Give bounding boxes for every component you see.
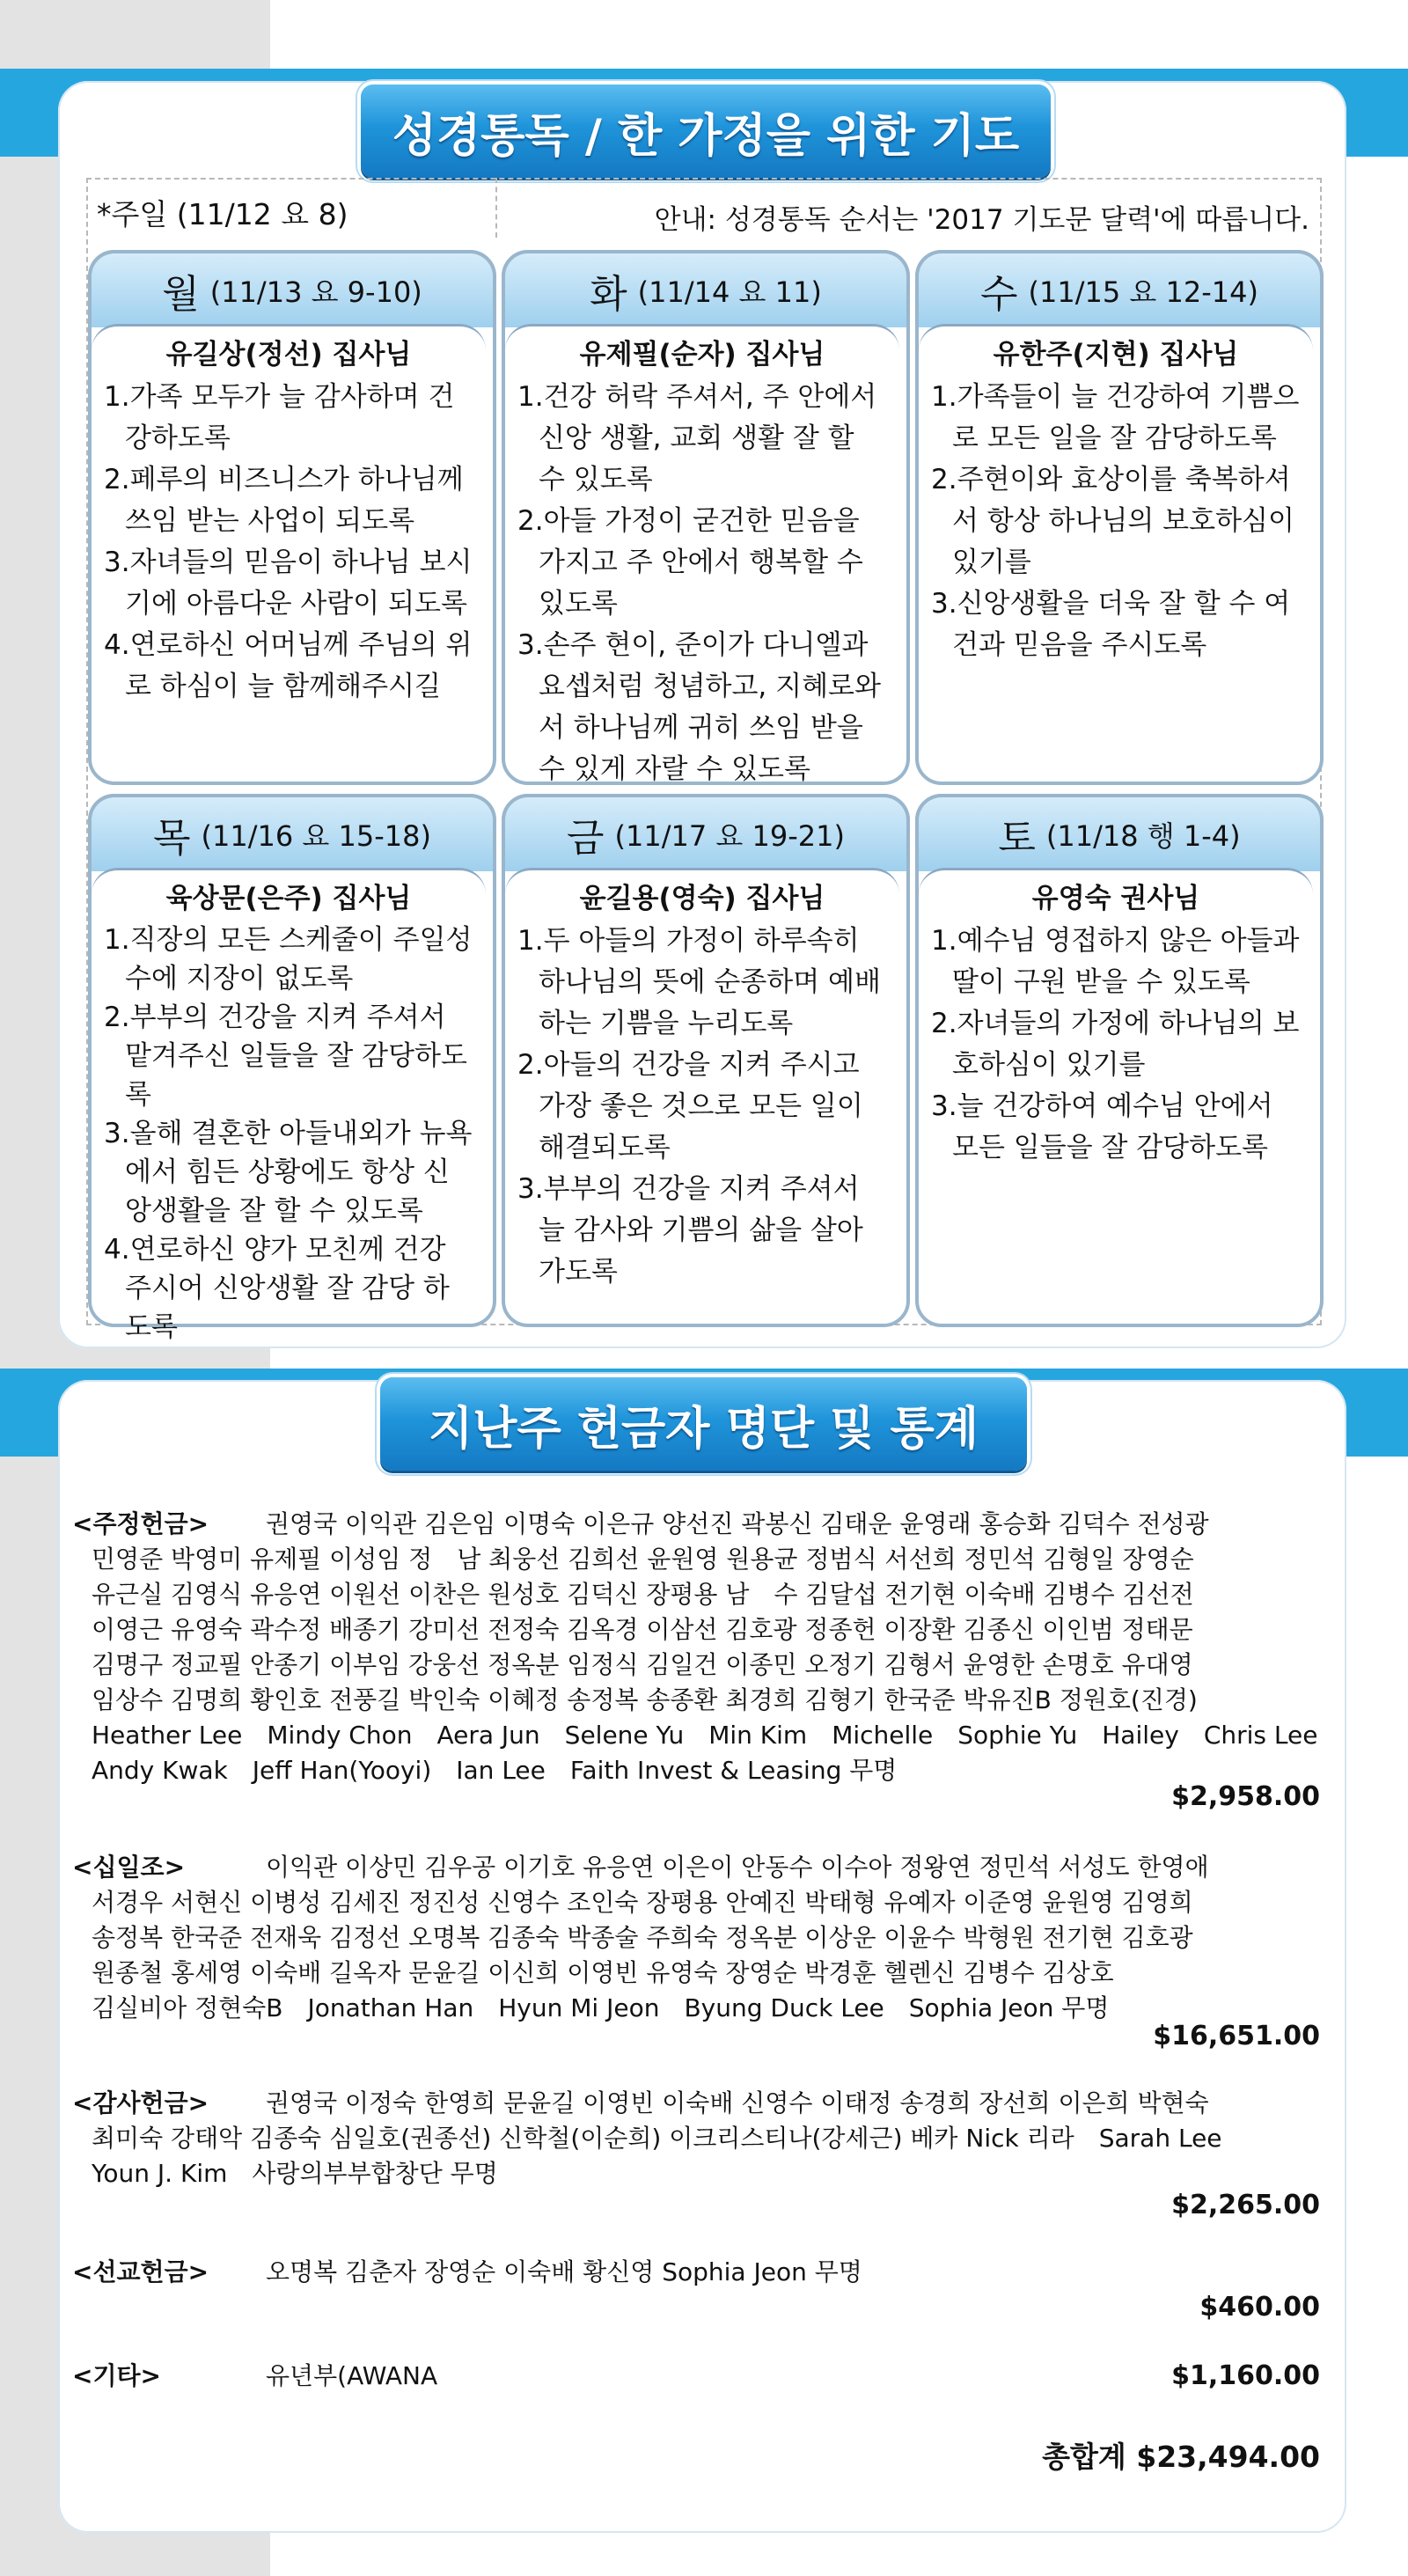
day-reference: (11/14 요 11) <box>637 275 822 309</box>
offering-group-weekly <box>72 1507 1331 1788</box>
donor-line: 최미숙 강태악 김종숙 심일호(권종선) 신학철(이순희) 이크리스티나(강세근) 베카 Nick 리라 Sarah Lee <box>92 2124 1222 2153</box>
donor-line: Andy Kwak Jeff Han(Yooyi) Ian Lee Faith Invest & Leasing 무명 <box>92 1756 898 1785</box>
group-label: <감사헌금> <box>72 2088 209 2117</box>
prayer-list <box>104 921 475 1347</box>
prayer-item: 2.부부의 건강을 지켜 주셔서 맡겨주신 일들을 잘 감당하도록 <box>104 1002 467 1111</box>
donor-line: 김실비아 정현숙B Jonathan Han Hyun Mi Jeon Byung Duck Lee Sophia Jeon 무명 <box>92 1993 1110 2022</box>
prayer-list <box>517 377 889 790</box>
day-tab <box>915 794 1324 871</box>
donor-line: 임상수 김명희 황인호 전풍길 박인숙 이혜정 송정복 송종환 최경희 김형기 한국준 박유진B 정원호(진경) <box>92 1685 1198 1714</box>
donor-line: 오명복 김춘자 장영순 이숙배 황신영 Sophia Jeon 무명 <box>266 2257 862 2286</box>
group-label: <선교헌금> <box>72 2257 209 2286</box>
prayer-list <box>931 377 1302 666</box>
donor-line: 김명구 정교필 안종기 이부임 강웅선 정옥분 임정식 김일건 이종민 오정기 김형서 윤영한 손명호 유대영 <box>92 1650 1193 1679</box>
prayer-content <box>505 324 899 785</box>
day-reference: (11/13 요 9-10) <box>209 275 422 309</box>
day-reference: (11/18 행 1-4) <box>1045 819 1241 853</box>
day-reference: (11/15 요 12-14) <box>1028 275 1258 309</box>
prayer-content <box>92 868 486 1343</box>
prayer-banner-title: 성경통독 / 한 가정을 위한 기도 <box>361 84 1051 178</box>
prayer-item: 1.가족들이 늘 건강하여 기쁨으로 모든 일을 잘 감당하도록 <box>931 381 1300 454</box>
day-card-wed <box>915 250 1324 785</box>
day-card-thu <box>88 794 496 1343</box>
prayer-item: 3.자녀들의 믿음이 하나님 보시기에 아름다운 사람이 되도록 <box>104 547 473 620</box>
prayer-item: 1.예수님 영접하지 않은 아들과 딸이 구원 받을 수 있도록 <box>931 925 1300 998</box>
donor-line: 이익관 이상민 김우공 이기호 유응연 이은이 안동수 이수아 정왕연 정민석 서성도 한영애 <box>266 1853 1209 1882</box>
donor-line: 송정복 한국준 전재욱 김정선 오명복 김종숙 박종술 주희숙 정옥분 이상운 이윤수 박형원 전기현 김호광 <box>92 1923 1193 1952</box>
prayer-item: 3.올해 결혼한 아들내외가 뉴욕에서 힘든 상황에도 항상 신앙생활을 잘 할 수 있도록 <box>104 1118 473 1227</box>
prayer-person: 유제필(순자) 집사님 <box>579 339 825 371</box>
donor-line: 민영준 박영미 유제필 이성임 정 남 최웅선 김희선 윤원영 원용균 정범식 서선희 정민석 김형일 장영순 <box>92 1545 1194 1574</box>
prayer-person: 유길상(정선) 집사님 <box>165 339 412 371</box>
offering-banner-title: 지난주 헌금자 명단 및 통계 <box>380 1377 1027 1471</box>
prayer-list <box>931 921 1302 1169</box>
day-reference: (11/16 요 15-18) <box>201 819 431 853</box>
amount-mission: $460.00 <box>1199 2292 1320 2323</box>
amount-weekly: $2,958.00 <box>1171 1781 1320 1812</box>
amount-thanks: $2,265.00 <box>1171 2190 1320 2220</box>
group-label: <주정헌금> <box>72 1509 209 1538</box>
amount-tithe: $16,651.00 <box>1153 2021 1320 2051</box>
prayer-item: 2.페루의 비즈니스가 하나님께 쓰임 받는 사업이 되도록 <box>104 464 464 537</box>
day-name: 목 <box>153 816 191 861</box>
prayer-item: 1.건강 허락 주셔서, 주 안에서 신앙 생활, 교회 생활 잘 할 수 있도록 <box>517 381 877 495</box>
reading-notice: 안내: 성경통독 순서는 '2017 기도문 달력'에 따릅니다. <box>654 204 1309 236</box>
day-tab <box>88 794 496 871</box>
day-name: 화 <box>590 272 627 317</box>
offering-group-tithe <box>72 1850 1331 2026</box>
day-tab <box>502 250 910 327</box>
donor-line: 서경우 서현신 이병성 김세진 정진성 신영수 조인숙 장평용 안예진 박태형 유예자 이준영 윤원영 김영희 <box>92 1888 1193 1917</box>
day-name: 금 <box>567 816 605 861</box>
offering-group-mission <box>72 2255 1331 2290</box>
offering-group-thanks <box>72 2086 1331 2191</box>
prayer-person: 유영숙 권사님 <box>1031 883 1200 914</box>
donor-line: 이영근 유영숙 곽수정 배종기 강미선 전정숙 김옥경 이삼선 김호광 정종헌 이장환 김종신 이인범 정태문 <box>92 1615 1193 1644</box>
day-name: 수 <box>980 272 1018 317</box>
prayer-item: 1.직장의 모든 스케줄이 주일성수에 지장이 없도록 <box>104 924 473 994</box>
prayer-item: 4.연로하신 양가 모친께 건강 주시어 신앙생활 잘 감당 하도록 <box>104 1234 450 1343</box>
prayer-item: 2.아들 가정이 굳건한 믿음을 가지고 주 안에서 행복할 수 있도록 <box>517 505 863 620</box>
donor-line: 권영국 이정숙 한영희 문윤길 이영빈 이숙배 신영수 이태정 송경희 장선희 이은희 박현숙 <box>266 2088 1209 2117</box>
prayer-item: 3.손주 현이, 준이가 다니엘과 요셉처럼 청념하고, 지혜로와서 하나님께 귀히 쓰임 받을 수 있게 자랄 수 있도록 <box>517 629 881 785</box>
prayer-item: 3.부부의 건강을 지켜 주셔서 늘 감사와 기쁨의 삶을 살아가도록 <box>517 1173 863 1288</box>
day-card-sat <box>915 794 1324 1327</box>
prayer-person: 윤길용(영숙) 집사님 <box>579 883 825 914</box>
prayer-content <box>505 868 899 1319</box>
day-name: 토 <box>998 816 1036 861</box>
prayer-person: 유한주(지현) 집사님 <box>993 339 1239 371</box>
prayer-list <box>517 921 889 1293</box>
amount-other: $1,160.00 <box>1171 2360 1320 2391</box>
prayer-content <box>919 324 1313 777</box>
sunday-reading: *주일 (11/12 요 8) <box>97 197 348 231</box>
day-tab <box>915 250 1324 327</box>
prayer-item: 1.가족 모두가 늘 감사하며 건강하도록 <box>104 381 455 454</box>
day-card-fri <box>502 794 910 1327</box>
day-card-mon <box>88 250 496 785</box>
donor-line: 유년부(AWANA <box>266 2361 438 2390</box>
donor-line: 원종철 홍세영 이숙배 길옥자 문윤길 이신희 이영빈 유영숙 장영순 박경훈 헬렌신 김병수 김상호 <box>92 1958 1114 1987</box>
group-label: <십일조> <box>72 1853 186 1882</box>
prayer-item: 3.늘 건강하여 예수님 안에서 모든 일들을 잘 감당하도록 <box>931 1090 1273 1163</box>
prayer-content <box>92 324 486 777</box>
group-label: <기타> <box>72 2361 162 2390</box>
prayer-item: 2.주현이와 효상이를 축복하셔서 항상 하나님의 보호하심이 있기를 <box>931 464 1294 578</box>
prayer-item: 4.연로하신 어머님께 주님의 위로 하심이 늘 함께해주시길 <box>104 629 473 702</box>
day-tab <box>502 794 910 871</box>
prayer-item: 2.아들의 건강을 지켜 주시고 가장 좋은 것으로 모든 일이 해결되도록 <box>517 1049 863 1163</box>
header-divider <box>495 178 497 238</box>
day-tab <box>88 250 496 327</box>
prayer-item: 1.두 아들의 가정이 하루속히 하나님의 뜻에 순종하며 예배하는 기쁨을 누리도록 <box>517 925 881 1039</box>
donor-line: Youn J. Kim 사랑의부부합창단 무명 <box>92 2159 498 2188</box>
donor-line: 권영국 이익관 김은임 이명숙 이은규 양선진 곽봉신 김태운 윤영래 홍승화 김덕수 전성광 <box>266 1509 1209 1538</box>
day-name: 월 <box>162 272 200 317</box>
grand-total: 총합계 $23,494.00 <box>1042 2440 1320 2474</box>
donor-line: 유근실 김영식 유응연 이원선 이찬은 원성호 김덕신 장평용 남 수 김달섭 전기현 이숙배 김병수 김선전 <box>92 1580 1194 1609</box>
offering-group-other <box>72 2359 1331 2394</box>
day-card-tue <box>502 250 910 785</box>
donor-line: Heather Lee Mindy Chon Aera Jun Selene Yu Min Kim Michelle Sophie Yu Hailey Chris Lee <box>92 1721 1318 1750</box>
prayer-content <box>919 868 1313 1319</box>
prayer-person: 육상문(은주) 집사님 <box>165 883 412 914</box>
prayer-item: 2.자녀들의 가정에 하나님의 보호하심이 있기를 <box>931 1008 1300 1081</box>
prayer-list <box>104 377 475 708</box>
day-reference: (11/17 요 19-21) <box>614 819 845 853</box>
prayer-item: 3.신앙생활을 더욱 잘 할 수 여건과 믿음을 주시도록 <box>931 588 1291 661</box>
